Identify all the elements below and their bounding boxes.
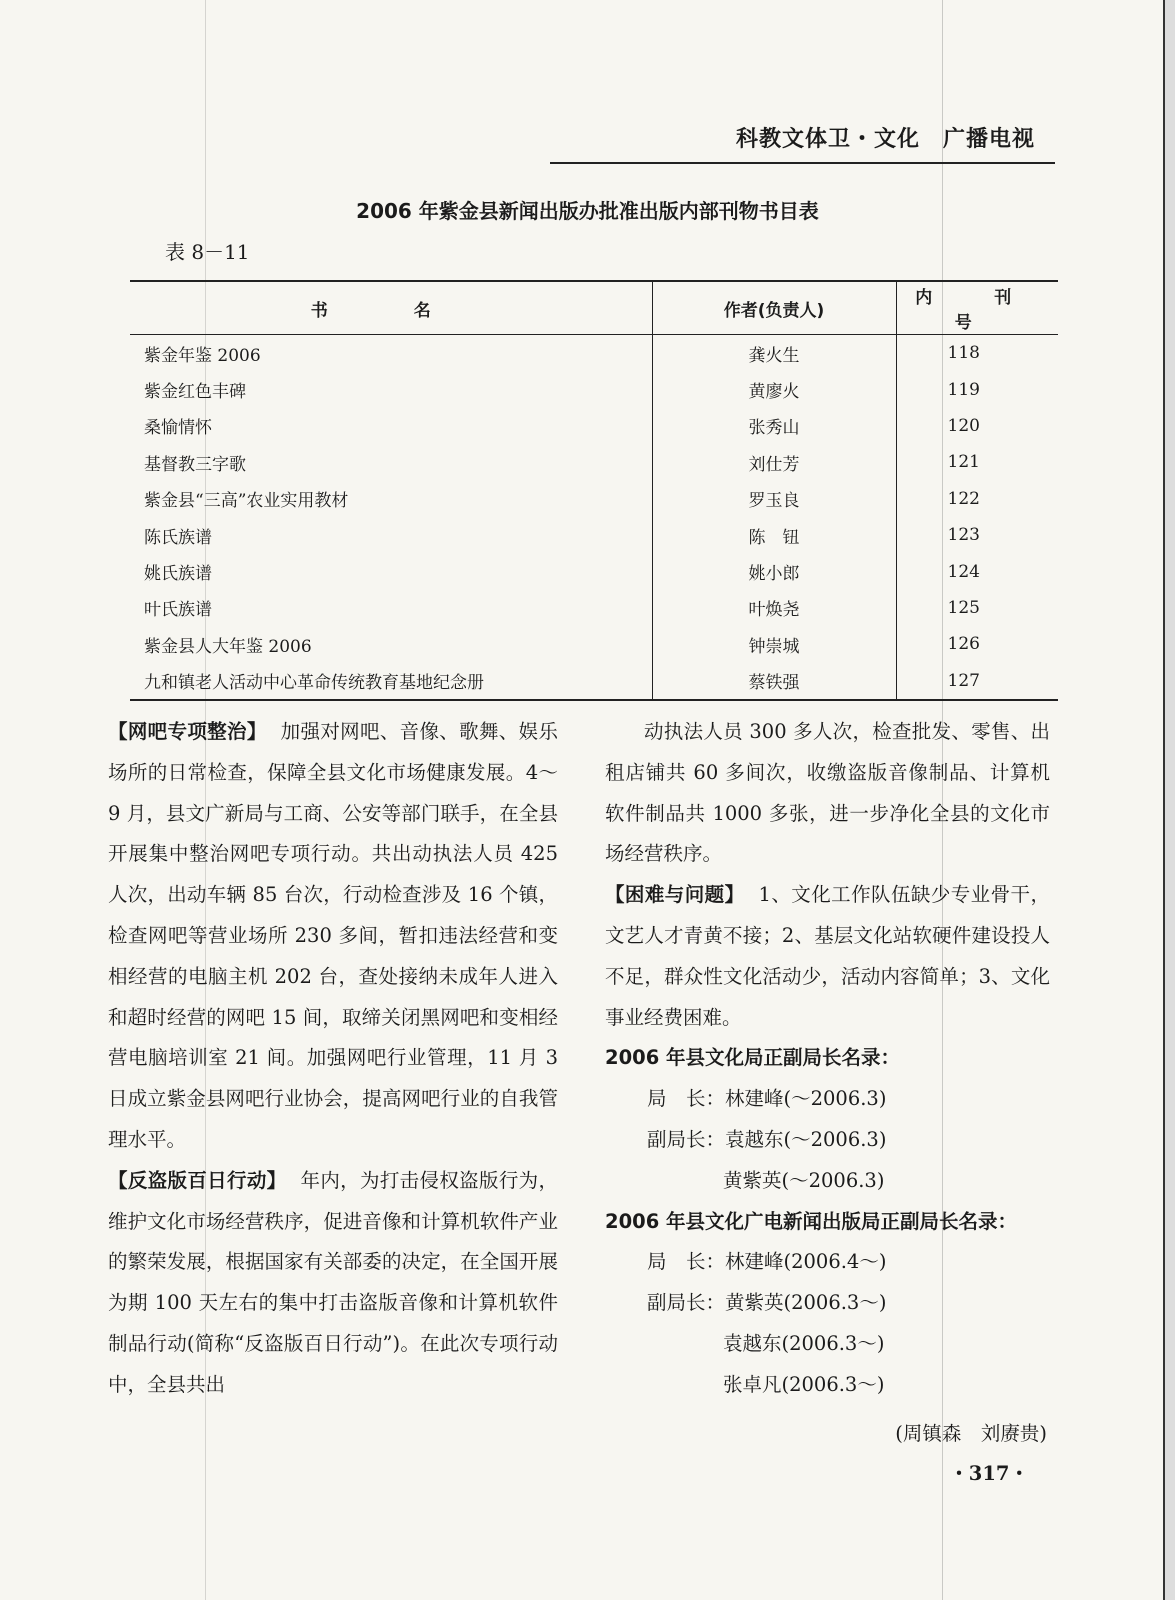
paragraph-anti-piracy-cont: 动执法人员 300 多人次，检查批发、零售、出租店铺共 60 多间次，收缴盗版音像制品、计算机软件制品共 1000 多张，进一步净化全县的文化市场经营秩序。 <box>605 720 1050 866</box>
journal-number-cell: 120 <box>896 408 1058 444</box>
author-cell: 陈 钮 <box>652 517 896 553</box>
author-cell: 罗玉良 <box>652 481 896 517</box>
right-column <box>605 712 1050 1406</box>
roster2-line: 局 长：林建峰(2006.4～) <box>647 1250 887 1274</box>
section-title: 科教文体卫・文化 广播电视 <box>735 127 1035 152</box>
journal-number-cell: 121 <box>896 444 1058 480</box>
book-name-cell: 紫金县人大年鉴 2006 <box>144 636 312 657</box>
table-row <box>130 517 1058 553</box>
journal-number-cell: 127 <box>896 663 1058 700</box>
author-cell: 姚小郎 <box>652 553 896 589</box>
section-heading: 【反盗版百日行动】 <box>108 1168 287 1192</box>
roster2-line: 袁越东(2006.3～) <box>723 1331 885 1355</box>
book-name-cell: 紫金红色丰碑 <box>144 382 246 403</box>
paragraph-difficulties: 【困难与问题】 1、文化工作队伍缺少专业骨干，文艺人才青黄不接；2、基层文化站软硬件建设投人不足，群众性文化活动少，活动内容简单；3、文化事业经费困难。 <box>605 883 1050 1029</box>
section-heading: 【网吧专项整治】 <box>108 720 267 743</box>
journal-number-cell: 125 <box>896 590 1058 626</box>
author-cell: 张秀山 <box>652 408 896 444</box>
journal-number-cell: 124 <box>896 553 1058 589</box>
table-code: 表 8－11 <box>165 240 250 264</box>
col-header-name: 书 名 <box>130 281 652 335</box>
left-column <box>108 712 558 1406</box>
author-credit: (周镇森 刘赓贵) <box>895 1422 1047 1445</box>
col-header-author: 作者(负责人) <box>652 281 896 335</box>
journal-number-cell: 122 <box>896 481 1058 517</box>
book-name-cell: 桑愉情怀 <box>144 418 212 439</box>
book-name-cell: 陈氏族谱 <box>144 527 212 548</box>
running-header <box>550 118 1055 164</box>
table-row <box>130 444 1058 480</box>
table-header-row <box>130 281 1058 335</box>
book-name-cell: 基督教三字歌 <box>144 454 246 475</box>
table-row <box>130 371 1058 407</box>
scan-page-edge <box>1163 0 1175 1600</box>
journal-number-cell: 126 <box>896 626 1058 662</box>
book-name-cell: 九和镇老人活动中心革命传统教育基地纪念册 <box>130 663 652 700</box>
book-name-cell: 紫金县“三高”农业实用教材 <box>144 491 349 512</box>
book-name-cell: 紫金年鉴 2006 <box>144 345 261 366</box>
table-row <box>130 481 1058 517</box>
author-cell: 蔡铁强 <box>652 663 896 700</box>
table-title: 2006 年紫金县新闻出版办批准出版内部刊物书目表 <box>356 199 819 223</box>
roster2-line: 张卓凡(2006.3～) <box>723 1372 885 1396</box>
roster1-line: 局 长：林建峰(～2006.3) <box>647 1087 887 1111</box>
col-header-number: 内 刊 号 <box>896 281 1058 335</box>
table-row <box>130 553 1058 589</box>
book-name-cell: 叶氏族谱 <box>144 600 212 621</box>
table-row <box>130 663 1058 700</box>
roster2-title: 2006 年县文化广电新闻出版局正副局长名录： <box>605 1209 1018 1233</box>
journal-number-cell: 119 <box>896 371 1058 407</box>
roster1-line: 副局长：袁越东(～2006.3) <box>647 1127 887 1151</box>
table-row <box>130 335 1058 372</box>
table-row <box>130 626 1058 662</box>
author-cell: 叶焕尧 <box>652 590 896 626</box>
page-number: ・317・ <box>949 1462 1029 1485</box>
author-cell: 黄廖火 <box>652 371 896 407</box>
author-cell: 龚火生 <box>652 335 896 372</box>
book-table <box>130 280 1058 701</box>
journal-number-cell: 118 <box>896 335 1058 372</box>
table-row <box>130 408 1058 444</box>
author-cell: 刘仕芳 <box>652 444 896 480</box>
section-heading: 【困难与问题】 <box>605 883 745 907</box>
author-cell: 钟崇城 <box>652 626 896 662</box>
roster2-line: 副局长：黄紫英(2006.3～) <box>647 1291 887 1315</box>
roster1-line: 黄紫英(～2006.3) <box>723 1168 885 1192</box>
roster1-title: 2006 年县文化局正副局长名录： <box>605 1046 901 1070</box>
table-row <box>130 590 1058 626</box>
journal-number-cell: 123 <box>896 517 1058 553</box>
book-name-cell: 姚氏族谱 <box>144 564 212 585</box>
paragraph-anti-piracy: 【反盗版百日行动】 年内，为打击侵权盗版行为，维护文化市场经营秩序，促进音像和计算机软件产业的繁荣发展，根据国家有关部委的决定，在全国开展为期 100 天左右的集中打击盗版音像和计算机软件制品行动(简称“反盗版百日行动”)。在此次专项行动中，全县共出 <box>108 1168 558 1396</box>
paragraph-internet-cafe: 【网吧专项整治】 加强对网吧、音像、歌舞、娱乐场所的日常检查，保障全县文化市场健康发展。4～9 月，县文广新局与工商、公安等部门联手，在全县开展集中整治网吧专项行动。共出动执法人员 425 人次，出动车辆 85 台次，行动检查涉及 16 个镇，检查网吧等营业场所 230 多间，暂扣违法经营和变相经营的电脑主机 202 台，查处接纳未成年人进入和超时经营的网吧 15 间，取缔关闭黑网吧和变相经营电脑培训室 21 间。加强网吧行业管理，11 月 3 日成立紫金县网吧行业协会，提高网吧行业的自我管理水平。 <box>108 720 558 1151</box>
